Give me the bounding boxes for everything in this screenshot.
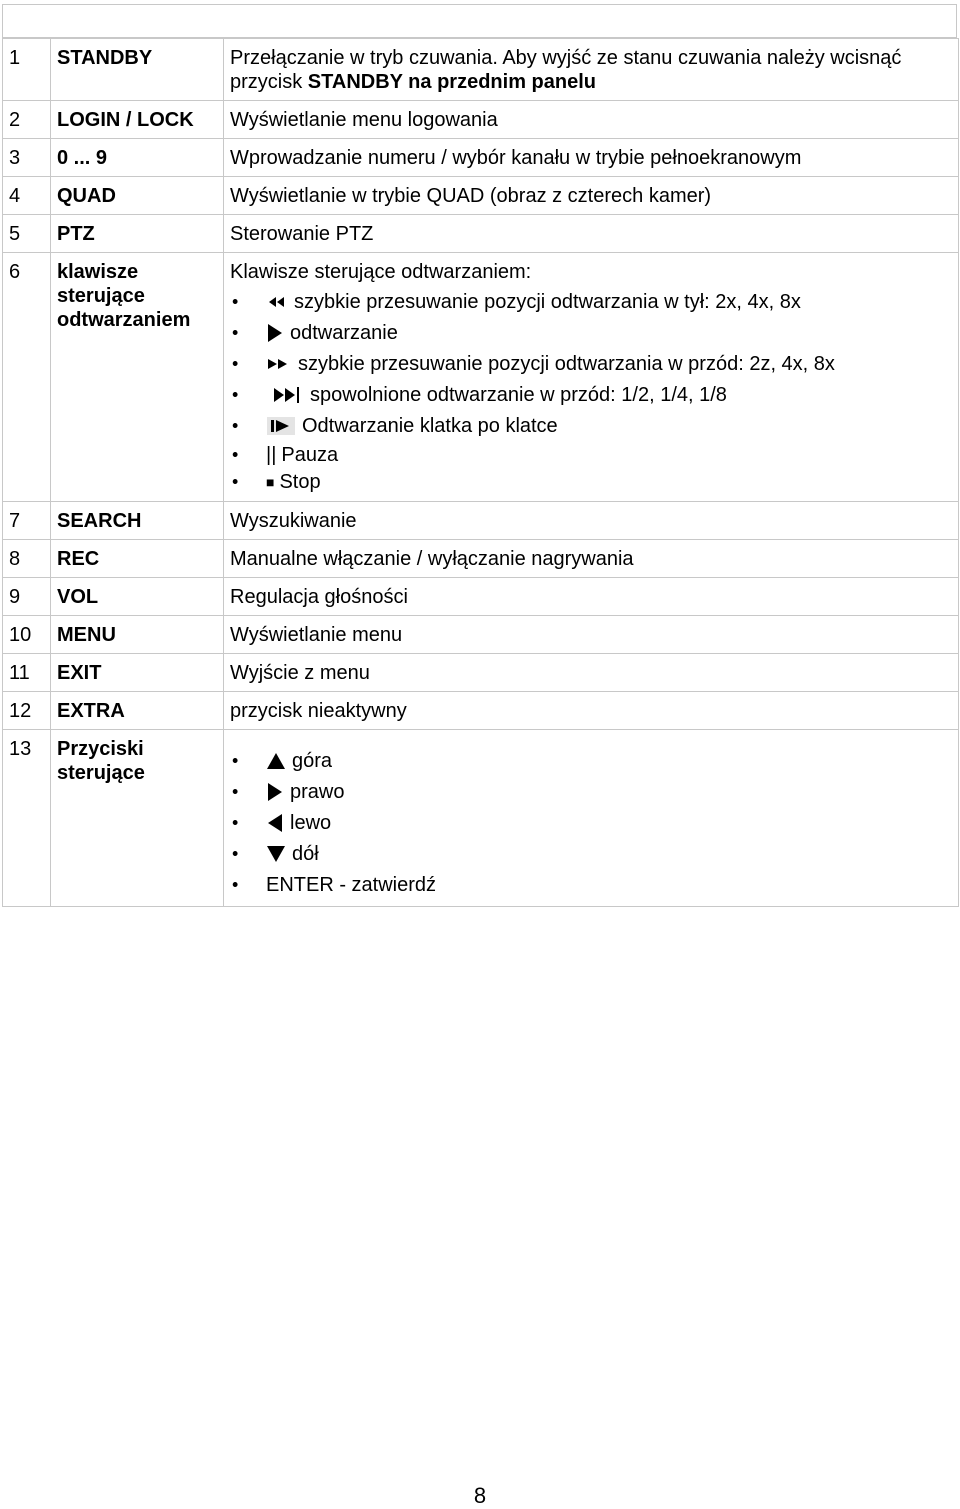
key-description: Manualne włączanie / wyłączanie nagrywania: [224, 540, 959, 578]
list-item: [266, 410, 952, 441]
row-number: 2: [3, 101, 51, 139]
list-item: [266, 745, 952, 776]
row-number: 3: [3, 139, 51, 177]
table-row: [3, 692, 959, 730]
playback-keys-list: [230, 286, 952, 495]
key-description: [224, 253, 959, 502]
list-item: [266, 441, 952, 468]
table-row: [3, 253, 959, 502]
description-bold-text: STANDBY na przednim panelu: [307, 71, 596, 93]
key-description: Wyświetlanie menu logowania: [224, 101, 959, 139]
key-name: klawisze sterujące odtwarzaniem: [51, 253, 224, 502]
table-row: [3, 139, 959, 177]
key-name: 0 ... 9: [51, 139, 224, 177]
key-name: LOGIN / LOCK: [51, 101, 224, 139]
row-number: 12: [3, 692, 51, 730]
row-number: 6: [3, 253, 51, 502]
list-item-text: • Odtwarzanie klatka po klatce: [302, 414, 558, 437]
remote-keys-table: [2, 38, 959, 907]
key-name: REC: [51, 540, 224, 578]
row-number: 13: [3, 730, 51, 907]
list-item-text: • dół: [292, 842, 319, 865]
key-description: Wyjście z menu: [224, 654, 959, 692]
row-number: 5: [3, 215, 51, 253]
row-number: 8: [3, 540, 51, 578]
key-name: STANDBY: [51, 39, 224, 101]
key-description: Wprowadzanie numeru / wybór kanału w trybie pełnoekranowym: [224, 139, 959, 177]
list-item-text: • odtwarzanie: [290, 321, 398, 344]
list-item-text: Pauza: [281, 443, 339, 466]
list-item-text: Stop: [279, 470, 321, 493]
key-name: EXIT: [51, 654, 224, 692]
list-item-text: • góra: [292, 749, 333, 772]
slow-forward-icon: [266, 385, 304, 405]
list-item-text: • lewo: [290, 811, 332, 834]
list-item: [266, 869, 952, 900]
arrow-right-icon: [266, 782, 284, 802]
key-name: EXTRA: [51, 692, 224, 730]
table-row: [3, 215, 959, 253]
key-name: QUAD: [51, 177, 224, 215]
key-description: [224, 730, 959, 907]
list-item: [266, 468, 952, 495]
table-row: [3, 654, 959, 692]
key-name: VOL: [51, 578, 224, 616]
key-description: [224, 39, 959, 101]
key-name: SEARCH: [51, 502, 224, 540]
table-row: [3, 578, 959, 616]
key-description: Wyświetlanie menu: [224, 616, 959, 654]
key-name: Przyciski sterujące: [51, 730, 224, 907]
row-number: 9: [3, 578, 51, 616]
table-row: [3, 502, 959, 540]
table-row: [3, 616, 959, 654]
description-text: Przełączanie w tryb czuwania. Aby wyjść ze stanu czuwania należy wcisnąć przycisk: [230, 47, 902, 93]
list-item-text: • szybkie przesuwanie pozycji odtwarzania w przód: 2z, 4x, 8x: [298, 352, 835, 375]
navigation-keys-list: [230, 745, 952, 900]
play-icon: [266, 323, 284, 343]
list-item: [266, 317, 952, 348]
table-row: [3, 730, 959, 907]
key-name: MENU: [51, 616, 224, 654]
list-item-text: • szybkie przesuwanie pozycji odtwarzania w tył: 2x, 4x, 8x: [294, 290, 801, 313]
list-item: [266, 776, 952, 807]
list-item-text: • ENTER - zatwierdź: [266, 873, 437, 896]
key-name: PTZ: [51, 215, 224, 253]
frame-step-icon: [266, 416, 296, 436]
row-number: 1: [3, 39, 51, 101]
arrow-down-icon: [266, 845, 286, 863]
table-row: [3, 177, 959, 215]
list-item: [266, 807, 952, 838]
row-number: 4: [3, 177, 51, 215]
page-number: 8: [473, 1483, 487, 1508]
key-description: Wyświetlanie w trybie QUAD (obraz z czterech kamer): [224, 177, 959, 215]
row-number: 7: [3, 502, 51, 540]
key-description: Regulacja głośności: [224, 578, 959, 616]
list-item: [266, 286, 952, 317]
key-description: przycisk nieaktywny: [224, 692, 959, 730]
key-description: Wyszukiwanie: [224, 502, 959, 540]
arrow-up-icon: [266, 752, 286, 770]
row-number: 11: [3, 654, 51, 692]
table-header-row: [2, 4, 957, 38]
table-row: [3, 540, 959, 578]
pause-icon: • ||: [266, 443, 277, 466]
list-item: [266, 379, 952, 410]
list-item: [266, 838, 952, 869]
list-item-text: • prawo: [290, 780, 345, 803]
table-row: [3, 39, 959, 101]
key-description: Sterowanie PTZ: [224, 215, 959, 253]
row-number: 10: [3, 616, 51, 654]
list-item-text: • spowolnione odtwarzanie w przód: 1/2, 1/4, 1/8: [310, 383, 727, 406]
stop-icon: • ■: [266, 473, 275, 490]
list-item: [266, 348, 952, 379]
rewind-icon: [266, 296, 288, 308]
table-row: [3, 101, 959, 139]
arrow-left-icon: [266, 813, 284, 833]
fast-forward-icon: [266, 358, 292, 370]
description-heading: Klawisze sterujące odtwarzaniem:: [230, 261, 532, 283]
